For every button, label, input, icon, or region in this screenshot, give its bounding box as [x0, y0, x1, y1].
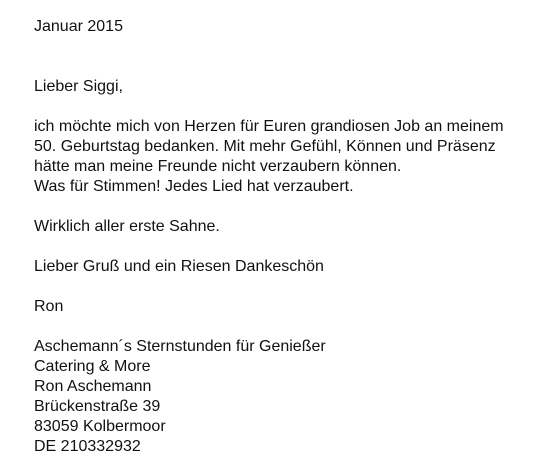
sender-address-block: [34, 337, 554, 457]
letter-signature: Ron: [34, 298, 64, 315]
body-line: ich möchte mich von Herzen für Euren grandiosen Job an meinem: [34, 118, 504, 135]
body-line: Was für Stimmen! Jedes Lied hat verzaubert.: [34, 178, 354, 195]
sender-tagline: Catering & More: [34, 358, 151, 375]
sender-company: Aschemann´s Sternstunden für Genießer: [34, 338, 326, 355]
sender-vat-id: DE 210332932: [34, 438, 141, 455]
letter-closing: Lieber Gruß und ein Riesen Dankeschön: [34, 258, 324, 275]
sender-city: 83059 Kolbermoor: [34, 418, 166, 435]
sender-street: Brückenstraße 39: [34, 398, 161, 415]
letter-praise: Wirklich aller erste Sahne.: [34, 218, 220, 235]
letter-body: [34, 117, 554, 197]
letter-document: [34, 17, 554, 457]
sender-name: Ron Aschemann: [34, 378, 152, 395]
body-line: hätte man meine Freunde nicht verzaubern können.: [34, 158, 402, 175]
letter-salutation: Lieber Siggi,: [34, 78, 123, 95]
body-line: 50. Geburtstag bedanken. Mit mehr Gefühl, Können und Präsenz: [34, 138, 496, 155]
letter-date: Januar 2015: [34, 18, 123, 35]
